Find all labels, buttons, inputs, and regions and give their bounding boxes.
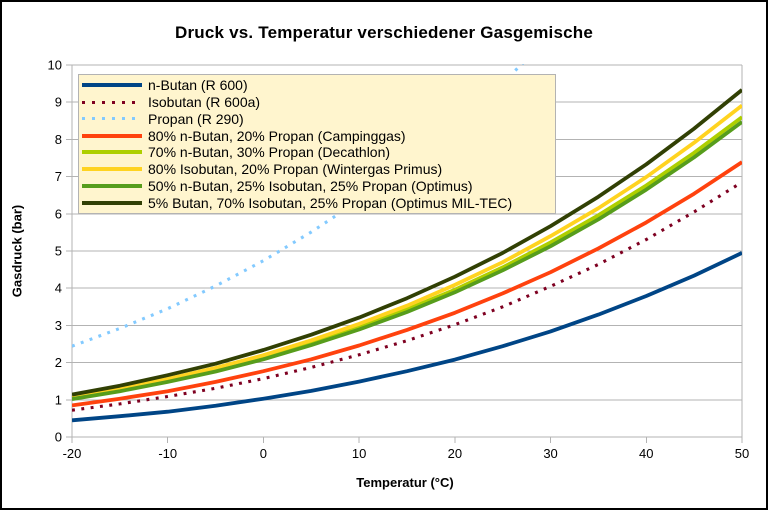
legend-label: 50% n-Butan, 25% Isobutan, 25% Propan (Optimus) [148,177,473,194]
y-tick-label: 1 [54,392,62,408]
x-tick-label: 50 [734,446,750,461]
x-tick-label: -10 [158,446,178,461]
y-tick-label: 5 [54,243,62,259]
legend-swatch-line [82,117,142,120]
legend-swatch-line [82,83,142,87]
legend-label: 80% n-Butan, 20% Propan (Campinggas) [148,127,406,144]
y-tick-label: 8 [54,131,62,147]
y-tick-label: 3 [54,317,62,333]
legend [78,74,556,214]
legend-item [79,194,555,211]
legend-item [79,127,555,144]
legend-item [79,178,555,195]
y-tick-label: 7 [54,169,62,185]
legend-item [79,161,555,178]
legend-swatch-line [82,101,142,104]
legend-item [79,94,555,111]
chart-title: Druck vs. Temperatur verschiedener Gasgemische [174,23,594,42]
legend-label: Propan (R 290) [148,110,244,127]
x-axis-title: Temperatur (°C) [356,475,454,490]
y-tick-label: 0 [54,429,62,445]
x-tick-label: 20 [447,446,463,461]
x-tick-label: 40 [639,446,654,461]
x-tick-label: 0 [259,446,268,461]
x-tick-label: 30 [543,446,558,461]
legend-label: Isobutan (R 600a) [148,94,261,111]
legend-item [79,144,555,161]
y-tick-label: 10 [47,57,62,73]
legend-swatch-line [82,184,142,188]
legend-label: 5% Butan, 70% Isobutan, 25% Propan (Optimus MIL-TEC) [148,194,513,211]
legend-label: 70% n-Butan, 30% Propan (Decathlon) [148,144,391,161]
legend-item [79,111,555,128]
legend-swatch-line [82,201,142,205]
series-line [72,253,742,420]
y-axis-title: Gasdruck (bar) [9,204,25,298]
y-tick-label: 4 [54,280,62,296]
y-tick-label: 2 [54,355,62,371]
legend-swatch-line [82,134,142,138]
x-tick-label: 10 [351,446,367,461]
y-tick-label: 9 [54,94,62,110]
x-tick-label: -20 [62,446,82,461]
legend-label: n-Butan (R 600) [148,77,248,94]
legend-swatch-line [82,150,142,154]
legend-swatch-line [82,167,142,171]
legend-item [79,77,555,94]
legend-label: 80% Isobutan, 20% Propan (Wintergas Primus) [148,161,443,178]
y-tick-label: 6 [54,206,62,222]
